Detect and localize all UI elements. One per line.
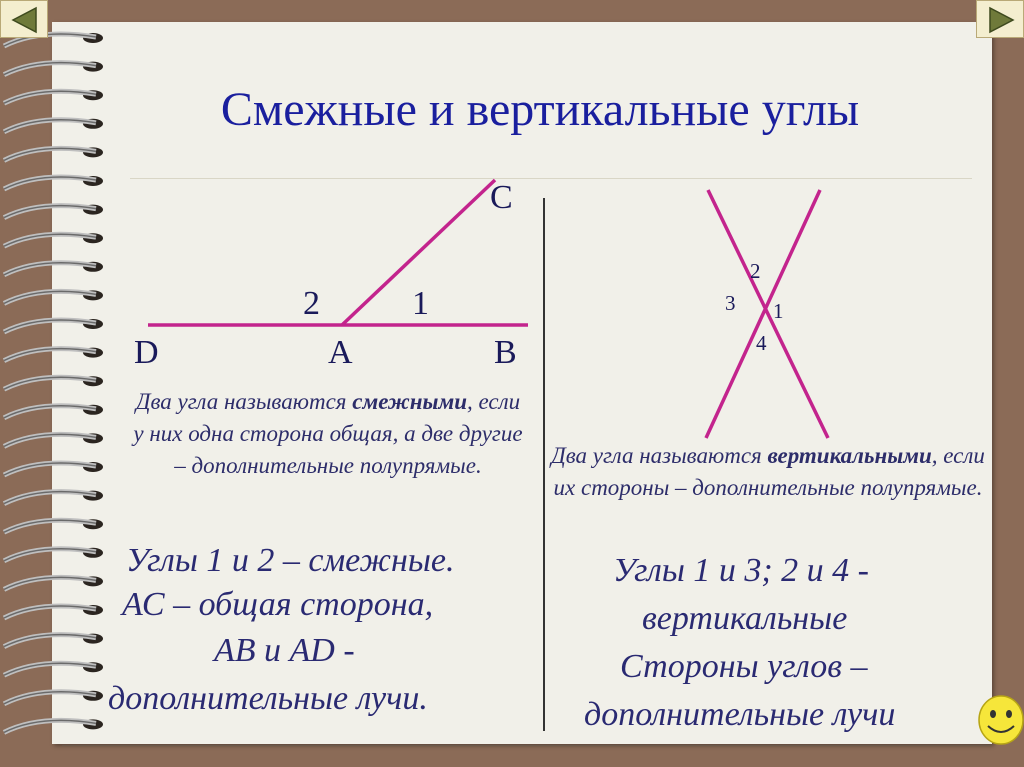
angle-label-3: 3 [725,291,736,315]
right-statement-2: вертикальные [642,600,848,637]
vertical-angles-definition [548,440,988,504]
angle-label-2: 2 [750,259,761,283]
angle-label-2: 2 [303,285,320,322]
angle-label-1: 1 [773,299,784,323]
adjacent-angles-figure [134,179,528,371]
line-second [706,190,820,438]
point-label-b: B [494,334,517,371]
point-label-d: D [134,334,159,371]
left-statement-3: АВ и АD - [214,632,355,669]
definition-term: вертикальными [767,443,932,468]
left-statement-1: Углы 1 и 2 – смежные. [126,542,455,579]
point-label-c: C [490,179,513,216]
angle-label-1: 1 [412,285,429,322]
slide-title: Смежные и вертикальные углы [220,83,860,136]
adjacent-angles-definition [128,386,528,482]
point-label-a: A [328,334,353,371]
right-statement-1: Углы 1 и 3; 2 и 4 - [613,552,869,589]
definition-term: смежными [352,389,468,414]
definition-text: Два угла называются [551,443,768,468]
left-statement-2: АС – общая сторона, [122,586,434,623]
left-statement-4: дополнительные лучи. [108,680,428,717]
smiley-face-icon [976,694,1024,748]
definition-text: Два угла называются [135,389,353,414]
definition-text: , если у них одна сторона общая, а две другие – дополнительные полупрямые. [133,389,523,478]
right-statement-4: дополнительные лучи [584,696,896,733]
definition-text: , если их стороны – дополнительные полупрямые. [553,443,985,500]
right-statement-3: Стороны углов – [620,648,868,685]
angle-label-4: 4 [756,331,767,355]
vertical-angles-figure [706,190,828,438]
